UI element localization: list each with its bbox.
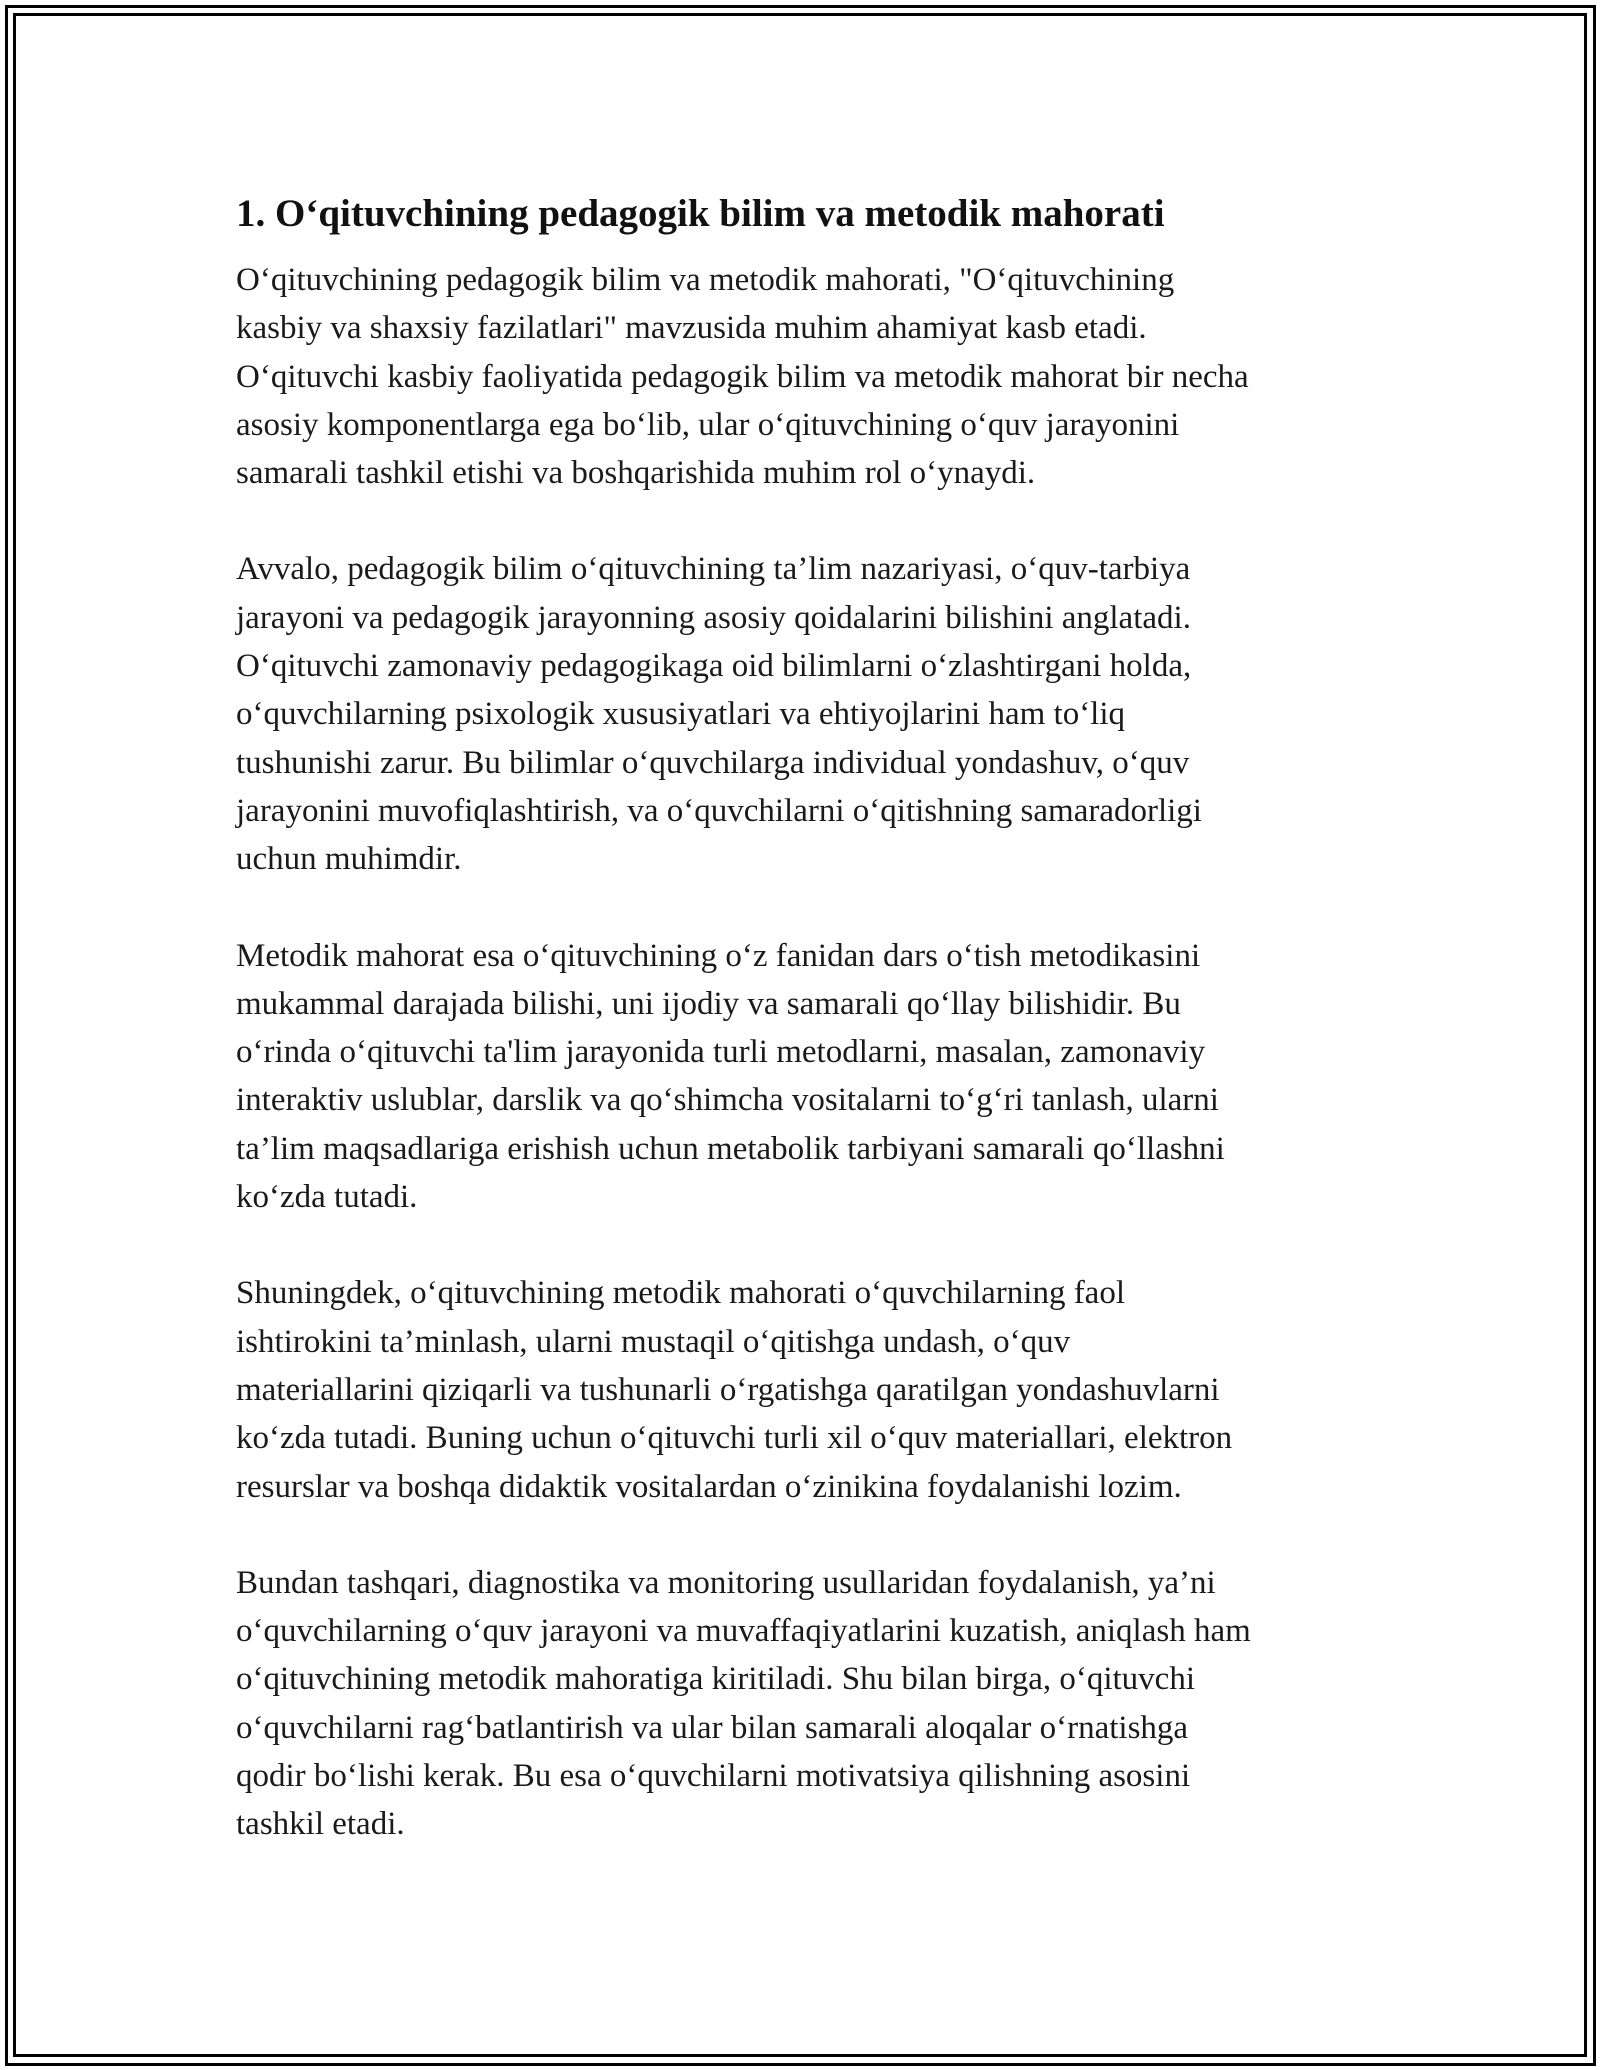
paragraph-line: qodir bo‘lishi kerak. Bu esa o‘quvchilarni motivatsiya qilishning asosini [236, 1758, 1191, 1795]
paragraph-4 [236, 1269, 1376, 1510]
section-heading: 1. O‘qituvchining pedagogik bilim va metodik mahorati [236, 192, 1165, 235]
paragraph-line: jarayonini muvofiqlashtirish, va o‘quvchilarni o‘qitishning samaradorligi [236, 792, 1202, 829]
paragraph-line: kasbiy va shaxsiy fazilatlari" mavzusida muhim ahamiyat kasb etadi. [236, 310, 1147, 347]
paragraph-line: o‘qituvchining metodik mahoratiga kiritiladi. Shu bilan birga, o‘qituvchi [236, 1661, 1195, 1698]
paragraph-line: asosiy komponentlarga ega bo‘lib, ular o‘qituvchining o‘quv jarayonini [236, 406, 1180, 443]
paragraph-line: ko‘zda tutadi. [236, 1179, 418, 1216]
paragraph-line: O‘qituvchining pedagogik bilim va metodik mahorati, "O‘qituvchining [236, 262, 1175, 298]
paragraph-line: O‘qituvchi zamonaviy pedagogikaga oid bilimlarni o‘zlashtirgani holda, [236, 648, 1192, 685]
paragraph-2 [236, 545, 1376, 883]
paragraph-line: Avvalo, pedagogik bilim o‘qituvchining ta’lim nazariyasi, o‘quv-tarbiya [236, 551, 1191, 588]
paragraph-line: o‘quvchilarning psixologik xususiyatlari va ehtiyojlarini ham to‘liq [236, 696, 1126, 733]
paragraph-line: Metodik mahorat esa o‘qituvchining o‘z fanidan dars o‘tish metodikasini [236, 937, 1201, 974]
paragraphs-container [236, 256, 1376, 1849]
paragraph-line: resurslar va boshqa didaktik vositalardan o‘zinikina foydalanishi lozim. [236, 1468, 1182, 1505]
paragraph-line: uchun muhimdir. [236, 841, 462, 878]
paragraph-line: ishtirokini ta’minlash, ularni mustaqil o‘qitishga undash, o‘quv [236, 1323, 1071, 1360]
paragraph-line: ta’lim maqsadlariga erishish uchun metabolik tarbiyani samarali qo‘llashni [236, 1130, 1225, 1167]
paragraph-line: o‘quvchilarni rag‘batlantirish va ular bilan samarali aloqalar o‘rnatishga [236, 1709, 1189, 1746]
paragraph-line: interaktiv uslublar, darslik va qo‘shimcha vositalarni to‘g‘ri tanlash, ularni [236, 1082, 1219, 1119]
paragraph-5 [236, 1559, 1376, 1849]
paragraph-line: o‘quvchilarning o‘quv jarayoni va muvaffaqiyatlarini kuzatish, aniqlash ham [236, 1613, 1251, 1650]
paragraph-line: samarali tashkil etishi va boshqarishida muhim rol o‘ynaydi. [236, 455, 1036, 492]
document-body [236, 184, 1376, 1897]
paragraph-3 [236, 932, 1376, 1222]
paragraph-line: ko‘zda tutadi. Buning uchun o‘qituvchi turli xil o‘quv materiallari, elektron [236, 1420, 1233, 1457]
paragraph-line: tashkil etadi. [236, 1806, 405, 1843]
paragraph-line: tushunishi zarur. Bu bilimlar o‘quvchilarga individual yondashuv, o‘quv [236, 744, 1190, 781]
paragraph-line: o‘rinda o‘qituvchi ta'lim jarayonida turli metodlarni, masalan, zamonaviy [236, 1034, 1206, 1071]
paragraph-line: mukammal darajada bilishi, uni ijodiy va samarali qo‘llay bilishidir. Bu [236, 985, 1181, 1022]
paragraph-1 [236, 256, 1376, 497]
paragraph-line: Shuningdek, o‘qituvchining metodik mahorati o‘quvchilarning faol [236, 1275, 1126, 1312]
paragraph-line: Bundan tashqari, diagnostika va monitoring usullaridan foydalanish, ya’ni [236, 1564, 1216, 1601]
paragraph-line: O‘qituvchi kasbiy faoliyatida pedagogik bilim va metodik mahorat bir necha [236, 358, 1249, 395]
paragraph-line: materiallarini qiziqarli va tushunarli o‘rgatishga qaratilgan yondashuvlarni [236, 1371, 1220, 1408]
paragraph-line: jarayoni va pedagogik jarayonning asosiy qoidalarini bilishini anglatadi. [236, 599, 1191, 636]
